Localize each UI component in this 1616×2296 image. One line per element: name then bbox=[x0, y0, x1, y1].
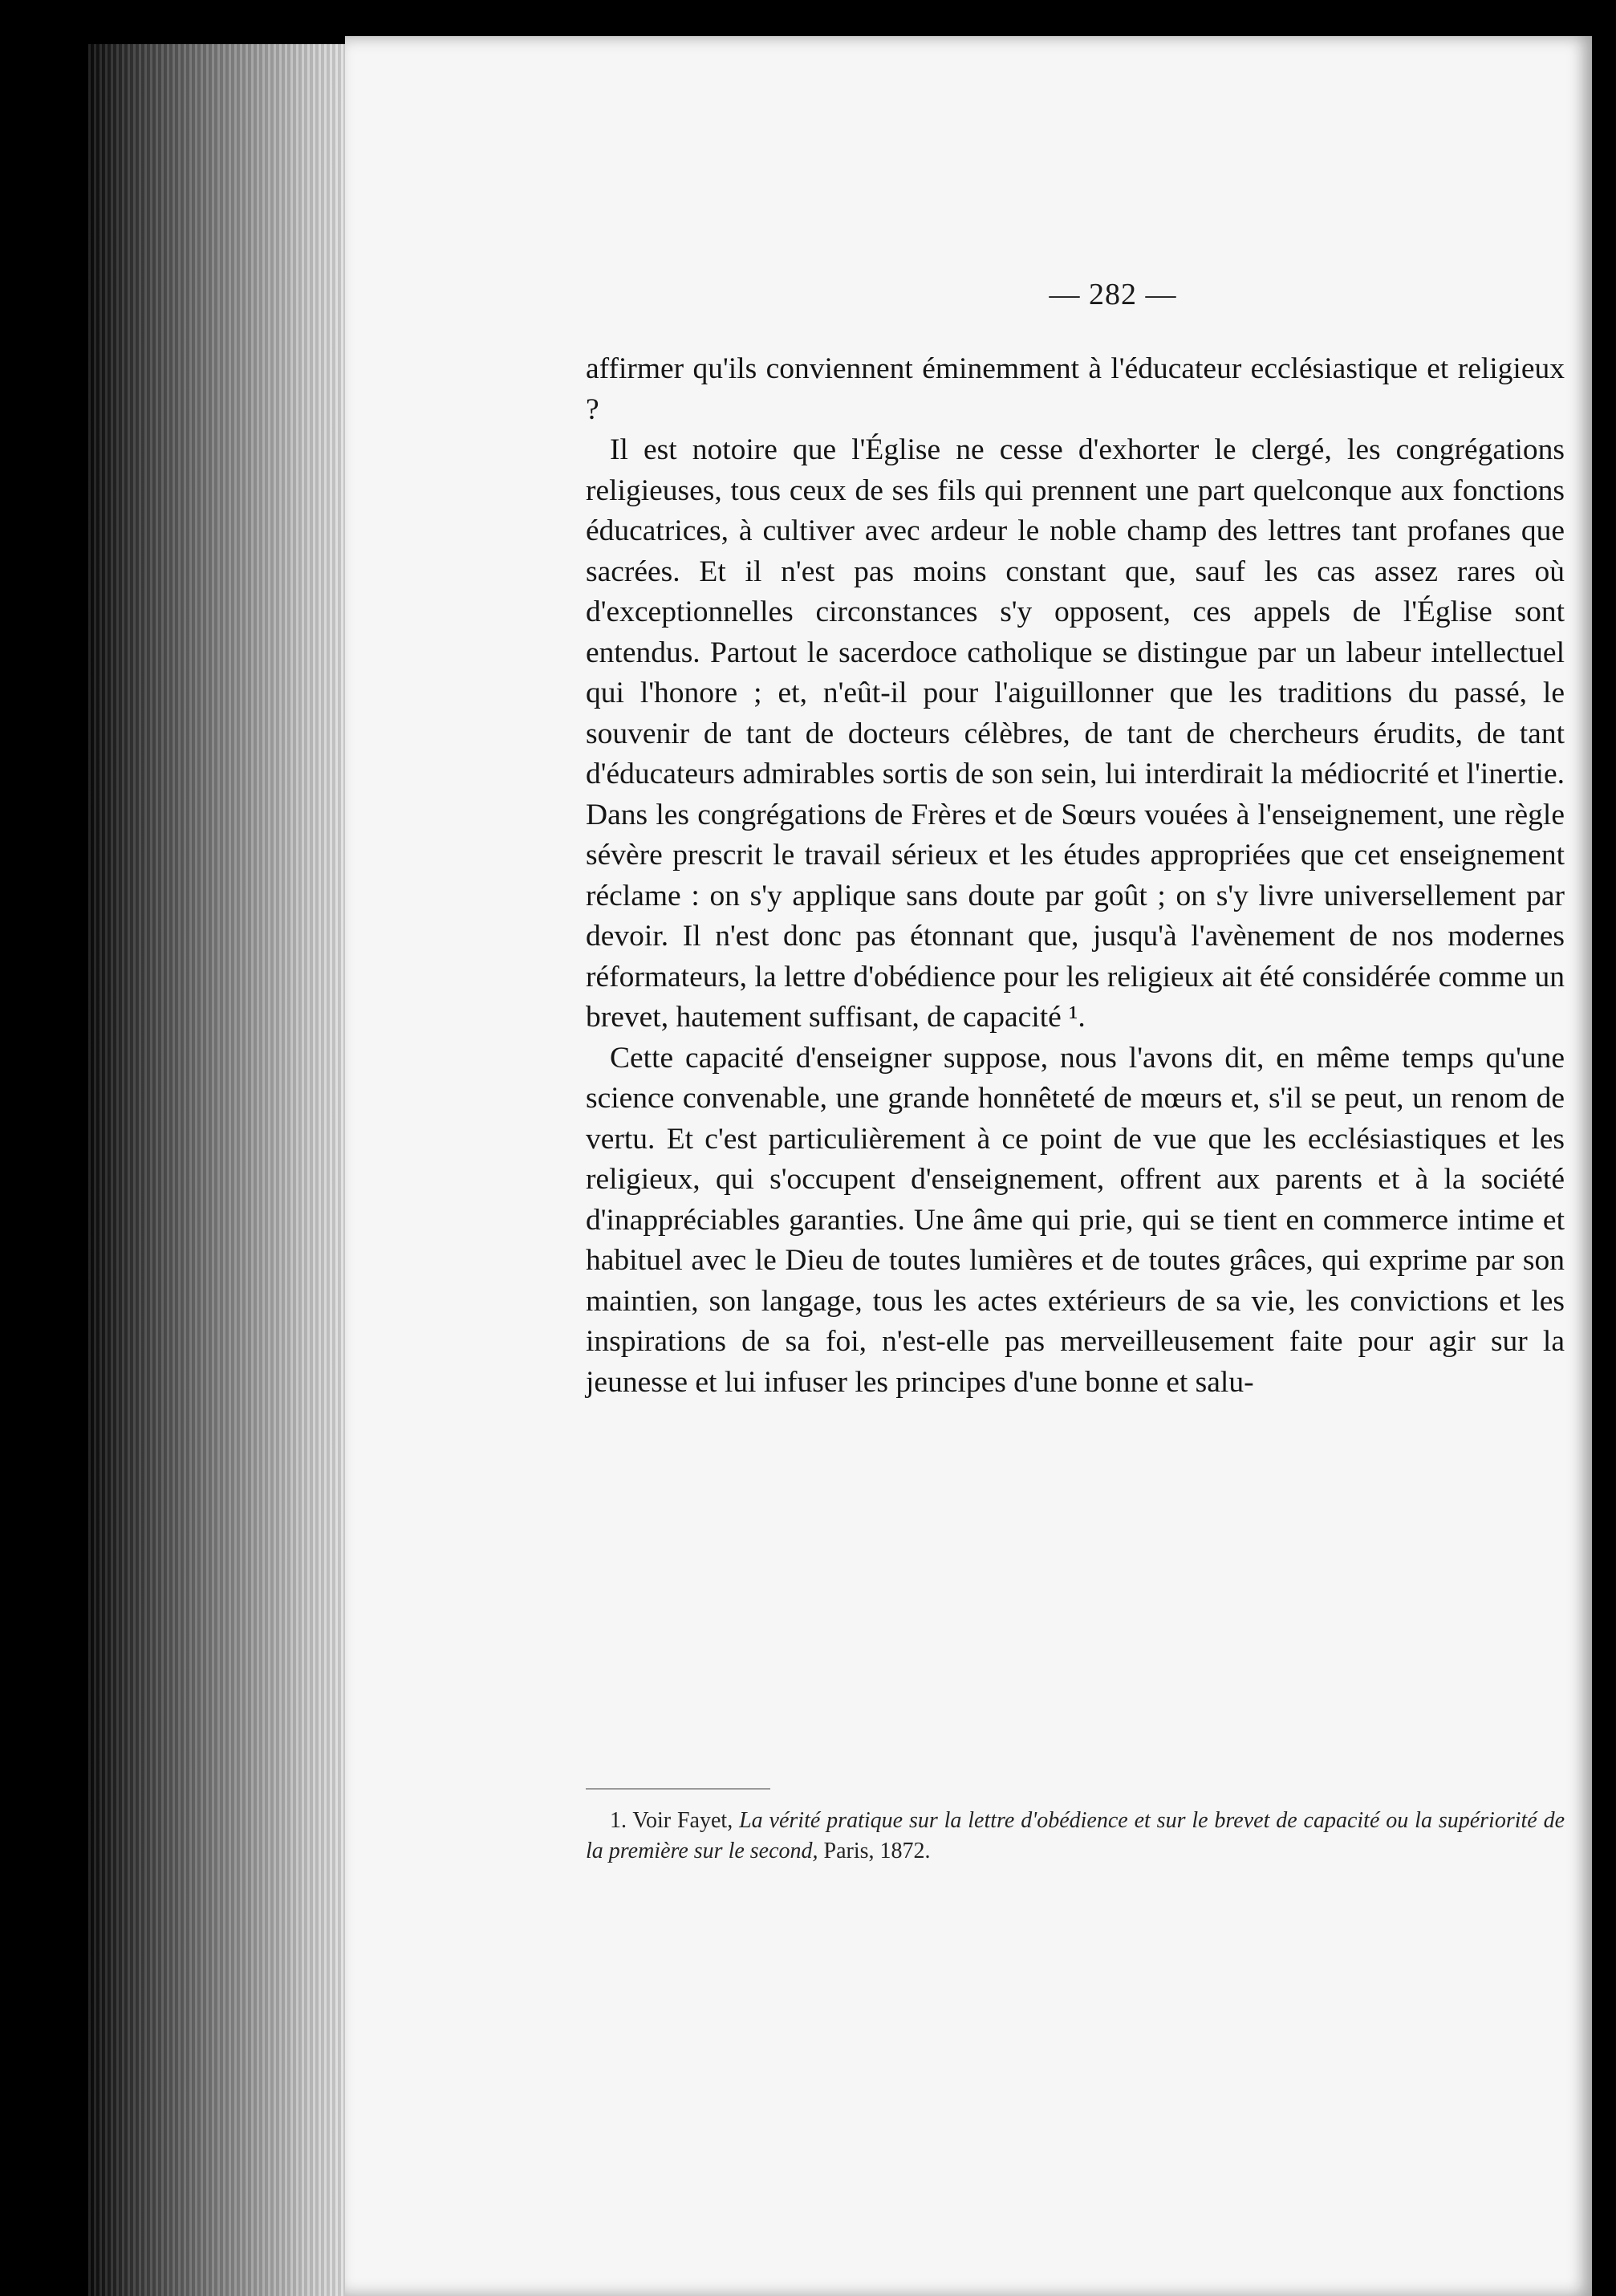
paragraph: Cette capacité d'enseigner suppose, nous l'avons dit, en même temps qu'une science convenable, une grande honnêteté de mœurs et, s'il se peut, un renom de vertu. Et c'est particulièrement à ce point de vue que les ecclésiastiques et les religieux, qui s'occupent d'enseignement, offrent aux parents et à la société d'inappréciables garanties. Une âme qui prie, qui se tient en commerce intime et habituel avec le Dieu de toutes lumières et de toutes grâces, qui exprime par son maintien, son langage, tous les actes extérieurs de sa vie, les convictions et les inspirations de sa foi, n'est-elle pas merveilleusement faite pour agir sur la jeunesse et lui infuser les principes d'une bonne et salu- bbox=[586, 1041, 1565, 1399]
paragraph-continuation: affirmer qu'ils conviennent éminemment à l'éducateur ecclésiastique et religieux ? bbox=[586, 352, 1565, 426]
book-page bbox=[345, 36, 1592, 2296]
body-text bbox=[586, 349, 1565, 1403]
paragraph: Il est notoire que l'Église ne cesse d'exhorter le clergé, les congrégations religieuses, tous ceux de ses fils qui prennent une part quelconque aux fonctions éducatrices, à cultiver avec ardeur le noble champ des lettres tant profanes que sacrées. Et il n'est pas moins constant que, sauf les cas assez rares où d'exceptionnelles circonstances s'y opposent, ces appels de l'Église sont entendus. Partout le sacerdoce catholique se distingue par un labeur intellectuel qui l'honore ; et, n'eût-il pour l'aiguillonner que les traditions du passé, le souvenir de tant de docteurs célèbres, de tant de chercheurs érudits, de tant d'éducateurs admirables sortis de son sein, lui interdirait la médiocrité et l'inertie. Dans les congrégations de Frères et de Sœurs vouées à l'enseignement, une règle sévère prescrit le travail sérieux et les études appropriées que cet enseignement réclame : on s'y applique sans doute par goût ; on s'y livre universellement par devoir. Il n'est donc pas étonnant que, jusqu'à l'avènement de nos modernes réformateurs, la lettre d'obédience pour les religieux ait été considérée comme un brevet, hautement suffisant, de capacité ¹. bbox=[586, 433, 1565, 1034]
book-binding-edge bbox=[88, 44, 353, 2296]
footnote-author: Voir Fayet, bbox=[632, 1808, 733, 1833]
footnote bbox=[586, 1806, 1565, 1867]
footnote-divider bbox=[586, 1788, 770, 1790]
footnote-marker: 1. bbox=[610, 1808, 627, 1833]
footnote-title: La vérité pratique sur la lettre d'obédience et sur le brevet de capacité ou la supériorité de la première sur le second, bbox=[586, 1808, 1565, 1863]
footnote-place-date: Paris, 1872. bbox=[823, 1839, 931, 1863]
page-number: — 282 — bbox=[1049, 278, 1177, 311]
